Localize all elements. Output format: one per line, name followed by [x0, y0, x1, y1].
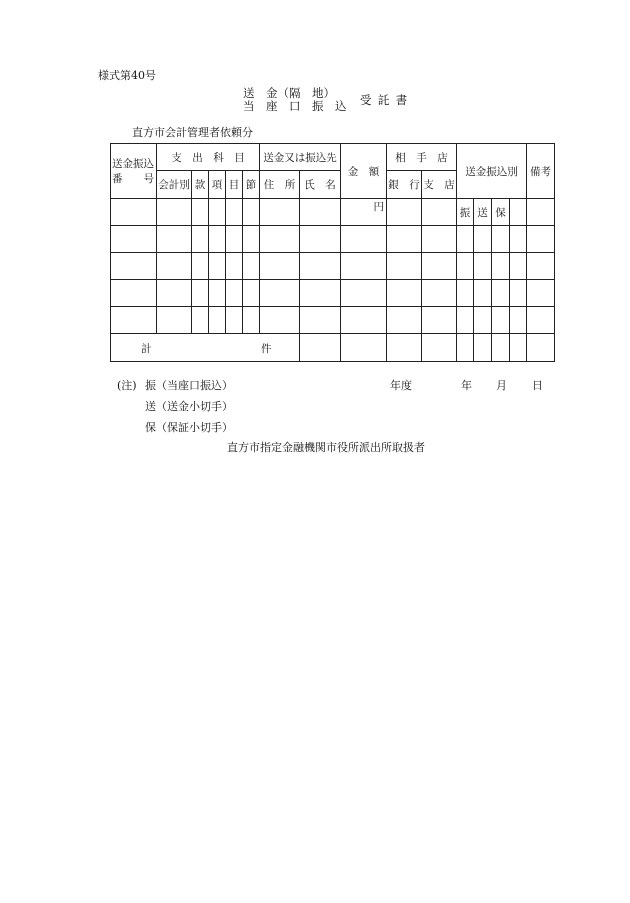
kan-subheader: 款 [192, 171, 209, 199]
signatory: 直方市指定金融機関市役所派出所取扱者 [227, 441, 425, 454]
table-cell[interactable] [527, 334, 555, 362]
transfer-table [110, 143, 555, 362]
table-cell[interactable] [243, 307, 260, 334]
table-cell[interactable] [422, 199, 457, 226]
table-cell[interactable] [492, 307, 510, 334]
table-cell[interactable] [111, 307, 157, 334]
table-cell[interactable] [387, 253, 422, 280]
table-cell[interactable] [474, 226, 492, 253]
table-cell[interactable] [226, 253, 243, 280]
table-cell[interactable] [492, 280, 510, 307]
table-cell[interactable] [157, 253, 192, 280]
table-cell[interactable] [209, 307, 226, 334]
table-cell[interactable] [341, 253, 387, 280]
form-number: 様式第40号 [98, 69, 156, 82]
table-cell[interactable] [300, 280, 341, 307]
amount-cell[interactable] [341, 199, 387, 226]
table-cell[interactable] [192, 199, 209, 226]
table-cell[interactable] [492, 334, 510, 362]
table-cell[interactable] [111, 199, 157, 226]
date-fiscal-year: 年度 [390, 379, 412, 392]
table-cell[interactable] [527, 226, 555, 253]
table-cell[interactable] [111, 226, 157, 253]
table-cell[interactable] [341, 307, 387, 334]
table-cell[interactable] [226, 307, 243, 334]
table-cell[interactable] [510, 226, 527, 253]
table-cell[interactable] [157, 199, 192, 226]
expense-header: 支 出 科 目 [157, 144, 260, 171]
table-cell[interactable] [192, 280, 209, 307]
table-cell[interactable] [157, 307, 192, 334]
setsu-subheader: 節 [243, 171, 260, 199]
table-row [111, 280, 555, 307]
table-cell[interactable] [300, 226, 341, 253]
table-cell[interactable] [341, 226, 387, 253]
table-cell[interactable] [510, 253, 527, 280]
table-cell[interactable] [111, 280, 157, 307]
table-row [111, 199, 555, 226]
table-cell[interactable] [192, 226, 209, 253]
table-cell[interactable] [260, 199, 300, 226]
table-cell[interactable] [260, 226, 300, 253]
yen-unit: 円 [373, 201, 385, 213]
accounting-subheader: 会計別 [157, 171, 192, 199]
number-header [111, 144, 157, 199]
moku-subheader: 目 [226, 171, 243, 199]
table-cell[interactable] [226, 226, 243, 253]
table-cell[interactable] [300, 307, 341, 334]
note-item-ho: 保（保証小切手） [145, 421, 233, 434]
table-cell[interactable] [243, 280, 260, 307]
amount-header: 金 額 [341, 144, 387, 199]
table-cell[interactable] [422, 307, 457, 334]
table-cell[interactable] [457, 226, 474, 253]
name-subheader: 氏 名 [300, 171, 341, 199]
number-header-bottom: 番 号 [112, 173, 154, 185]
table-cell[interactable] [457, 253, 474, 280]
table-cell[interactable] [209, 280, 226, 307]
table-cell[interactable] [243, 199, 260, 226]
table-cell[interactable] [492, 253, 510, 280]
table-cell[interactable] [422, 253, 457, 280]
table-cell[interactable] [260, 307, 300, 334]
table-cell[interactable] [387, 334, 422, 362]
date-year: 年 [461, 379, 472, 392]
table-cell[interactable] [457, 334, 474, 362]
table-row [111, 307, 555, 334]
table-cell[interactable] [457, 280, 474, 307]
table-cell[interactable] [226, 199, 243, 226]
date-month: 月 [496, 379, 507, 392]
title-suffix: 受託書 [360, 93, 414, 107]
note-item-sou: 送（送金小切手） [145, 400, 233, 413]
remarks-header: 備考 [527, 144, 555, 199]
table-cell[interactable] [527, 253, 555, 280]
table-cell[interactable] [457, 307, 474, 334]
table-cell[interactable] [300, 199, 341, 226]
bank-header: 相 手 店 [387, 144, 457, 171]
table-cell[interactable] [527, 280, 555, 307]
type-sou: 送 [474, 199, 492, 226]
table-cell[interactable] [422, 280, 457, 307]
note-item-furi: 振（当座口振込） [145, 379, 233, 392]
table-cell[interactable] [157, 280, 192, 307]
type-furi: 振 [457, 199, 474, 226]
table-cell[interactable] [422, 226, 457, 253]
number-header-top: 送金振込 [112, 158, 154, 170]
table-cell[interactable] [111, 253, 157, 280]
table-cell[interactable] [387, 226, 422, 253]
table-cell[interactable] [387, 199, 422, 226]
table-cell[interactable] [387, 280, 422, 307]
table-cell[interactable] [209, 253, 226, 280]
table-cell[interactable] [474, 253, 492, 280]
date-day: 日 [532, 379, 543, 392]
table-cell[interactable] [527, 199, 555, 226]
kou-subheader: 項 [209, 171, 226, 199]
table-cell[interactable] [510, 307, 527, 334]
total-cell [111, 334, 300, 362]
bank-subheader: 銀 行 [387, 171, 422, 199]
table-cell[interactable] [157, 226, 192, 253]
table-cell[interactable] [387, 307, 422, 334]
table-cell[interactable] [209, 226, 226, 253]
title-line-2: 当 座 口 振 込 [243, 99, 347, 113]
table-cell[interactable] [243, 226, 260, 253]
note-prefix: (注) [117, 379, 137, 392]
table-row [111, 253, 555, 280]
table-cell[interactable] [474, 334, 492, 362]
total-label: 計 [141, 343, 152, 355]
table-cell[interactable] [226, 280, 243, 307]
table-cell[interactable] [243, 253, 260, 280]
title-line-1: 送 金（隔 地） [243, 86, 335, 100]
table-cell[interactable] [209, 199, 226, 226]
requester-label: 直方市会計管理者依頼分 [132, 126, 253, 139]
table-cell[interactable] [510, 334, 527, 362]
table-cell[interactable] [474, 307, 492, 334]
count-label: 件 [261, 343, 272, 355]
table-row [111, 226, 555, 253]
table-cell[interactable] [192, 307, 209, 334]
table-cell[interactable] [422, 334, 457, 362]
table-cell[interactable] [474, 280, 492, 307]
type-ho: 保 [492, 199, 510, 226]
address-subheader: 住 所 [260, 171, 300, 199]
total-row [111, 334, 555, 362]
table-cell[interactable] [192, 253, 209, 280]
total-amount-cell[interactable] [341, 334, 387, 362]
branch-subheader: 支 店 [422, 171, 457, 199]
payee-header: 送金又は振込先 [260, 144, 341, 171]
table-cell[interactable] [300, 253, 341, 280]
table-cell[interactable] [341, 280, 387, 307]
transfer-type-header: 送金振込別 [457, 144, 527, 199]
table-cell[interactable] [260, 253, 300, 280]
table-cell[interactable] [300, 334, 341, 362]
table-cell[interactable] [492, 226, 510, 253]
table-cell[interactable] [510, 199, 527, 226]
table-cell[interactable] [510, 280, 527, 307]
table-cell[interactable] [527, 307, 555, 334]
table-cell[interactable] [260, 280, 300, 307]
